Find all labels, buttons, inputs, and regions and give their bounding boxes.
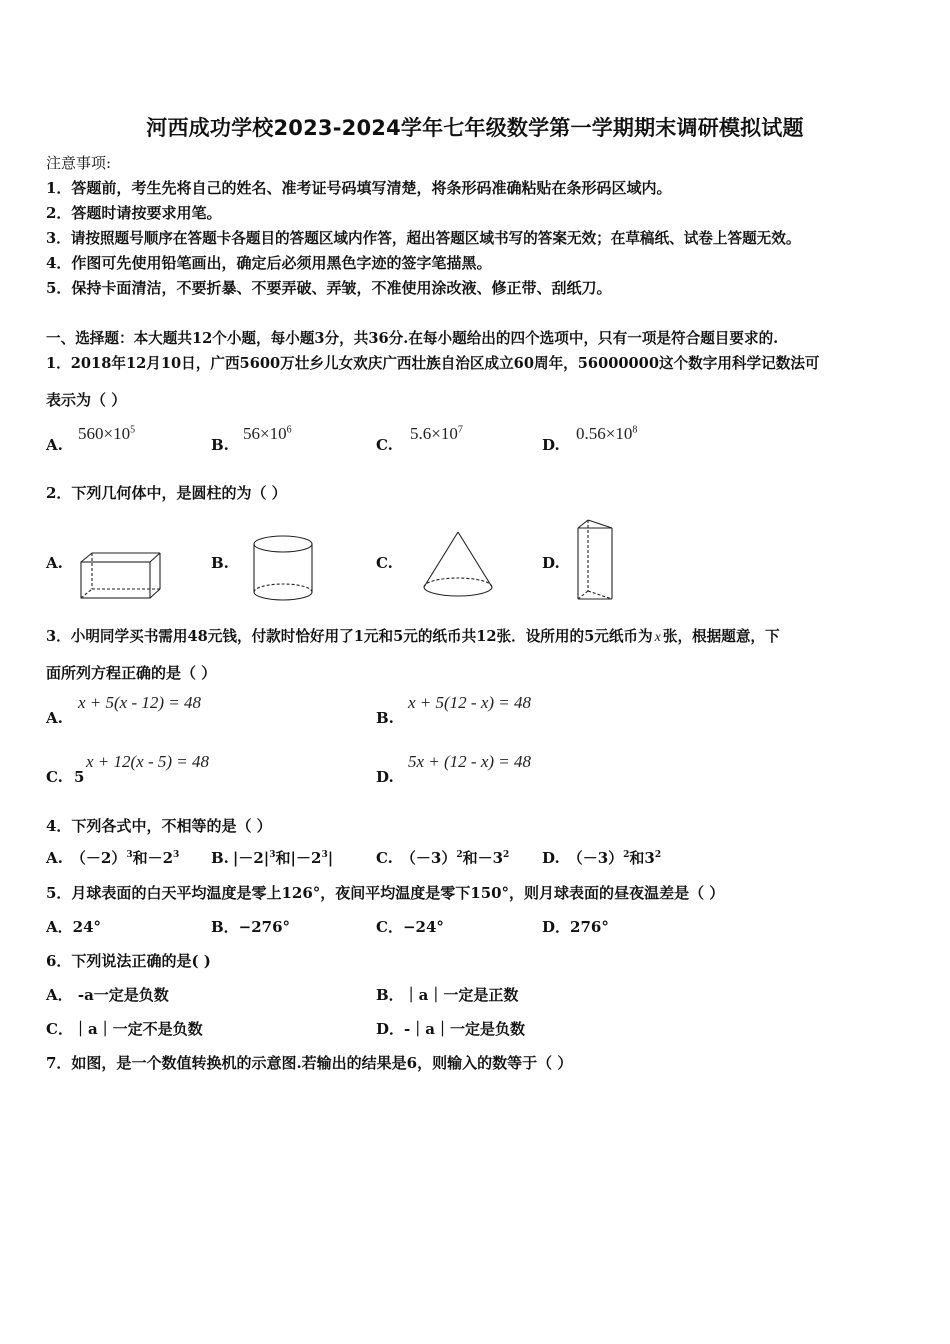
q7-stem: 7．如图，是一个数值转换机的示意图.若输出的结果是6，则输入的数等于（ ） (46, 1054, 573, 1072)
notice-heading: 注意事项: (46, 154, 112, 172)
q1-option-d-label: D. (542, 436, 560, 454)
q1-option-b: $56\times 10^6$ (243, 424, 292, 443)
q5-option-b: B．−276° (211, 918, 291, 936)
notice-item-5: 5．保持卡面清洁，不要折暴、不要弄破、弄皱，不准使用涂改液、修正带、刮纸刀。 (46, 279, 612, 297)
q4-option-b: B. $|-2|^3$和$|-2^3|$ (211, 849, 334, 867)
q1-stem-line1: 1．2018年12月10日，广西5600万壮乡儿女欢庆广西壮族自治区成立60周年，56000000这个数字用科学记数法可 (46, 355, 820, 372)
q1-option-d: $0.56\times 10^8$ (576, 424, 638, 443)
q1-stem-line2: 表示为（ ） (46, 391, 127, 409)
q6-option-d: D．-｜a｜一定是负数 (376, 1020, 525, 1038)
q2-option-c-label: C. (376, 554, 393, 572)
q1-option-a-label: A. (46, 436, 63, 454)
q3-option-c-prefix: 5 (74, 768, 85, 786)
q3-option-d: 5x + (12 - x) = 48 (408, 752, 532, 771)
q3-stem-line1: 3．小明同学买书需用48元钱，付款时恰好用了1元和5元的纸币共12张．设所用的5元纸币为 x 张，根据题意，下 (46, 628, 780, 645)
q3-option-d-label: D. (376, 768, 394, 786)
q3-option-c-label: C. (46, 768, 63, 786)
q3-option-b-label: B. (376, 709, 394, 727)
q3-option-a-label: A. (46, 709, 63, 727)
q4-stem: 4．下列各式中，不相等的是（ ） (46, 817, 272, 835)
q2-option-b-label: B. (211, 554, 229, 572)
q4-option-c: C. $(-3)^2$和$-3^2$ (376, 849, 510, 867)
q1-option-c: $5.6\times 10^7$ (410, 424, 463, 443)
q3-stem-line2: 面所列方程正确的是（ ） (46, 664, 217, 682)
q1-option-b-label: B. (211, 436, 229, 454)
section-heading: 一、选择题：本大题共12个小题，每小题3分，共36分.在每小题给出的四个选项中，只有一项是符合题目要求的. (46, 330, 779, 347)
notice-item-3: 3．请按照题号顺序在答题卡各题目的答题区域内作答，超出答题区域书写的答案无效；在草稿纸、试卷上答题无效。 (46, 230, 801, 247)
q2-stem: 2．下列几何体中，是圆柱的为（ ） (46, 484, 287, 502)
prism-figure (576, 519, 616, 601)
q5-option-c: C．−24° (376, 918, 444, 936)
q5-stem: 5．月球表面的白天平均温度是零上126°，夜间平均温度是零下150°，则月球表面的昼夜温差是（ ） (46, 884, 725, 902)
q1-option-c-label: C. (376, 436, 393, 454)
q2-option-d-label: D. (542, 554, 560, 572)
page-title: 河西成功学校2023-2024学年七年级数学第一学期期末调研模拟试题 (146, 116, 804, 140)
notice-item-2: 2．答题时请按要求用笔。 (46, 204, 222, 222)
q6-option-a: A． -a一定是负数 (46, 986, 169, 1004)
q3-option-a: x + 5(x - 12) = 48 (78, 693, 202, 712)
cuboid-figure (80, 552, 162, 600)
cylinder-figure (253, 535, 315, 603)
q3-option-c: x + 12(x - 5) = 48 (86, 752, 210, 771)
q4-option-a: A. $(-2)^3$和$-2^3$ (46, 849, 180, 867)
q3-option-b: x + 5(12 - x) = 48 (408, 693, 532, 712)
q2-option-a-label: A. (46, 554, 63, 572)
q6-option-c: C．｜a｜一定不是负数 (46, 1020, 203, 1038)
notice-item-1: 1．答题前，考生先将自己的姓名、准考证号码填写清楚，将条形码准确粘贴在条形码区域内。 (46, 179, 672, 197)
q6-stem: 6．下列说法正确的是( ) (46, 952, 211, 970)
q6-option-b: B．｜a｜一定是正数 (376, 986, 519, 1004)
notice-item-4: 4．作图可先使用铅笔画出，确定后必须用黑色字迹的签字笔描黑。 (46, 254, 492, 272)
q5-option-a: A．24° (46, 918, 102, 936)
q3-variable: x (654, 630, 661, 645)
q1-option-a: $560\times 10^5$ (78, 424, 136, 443)
q5-option-d: D．276° (542, 918, 609, 936)
q4-option-d: D. $(-3)^2$和$3^2$ (542, 849, 662, 867)
cone-figure (422, 531, 494, 599)
